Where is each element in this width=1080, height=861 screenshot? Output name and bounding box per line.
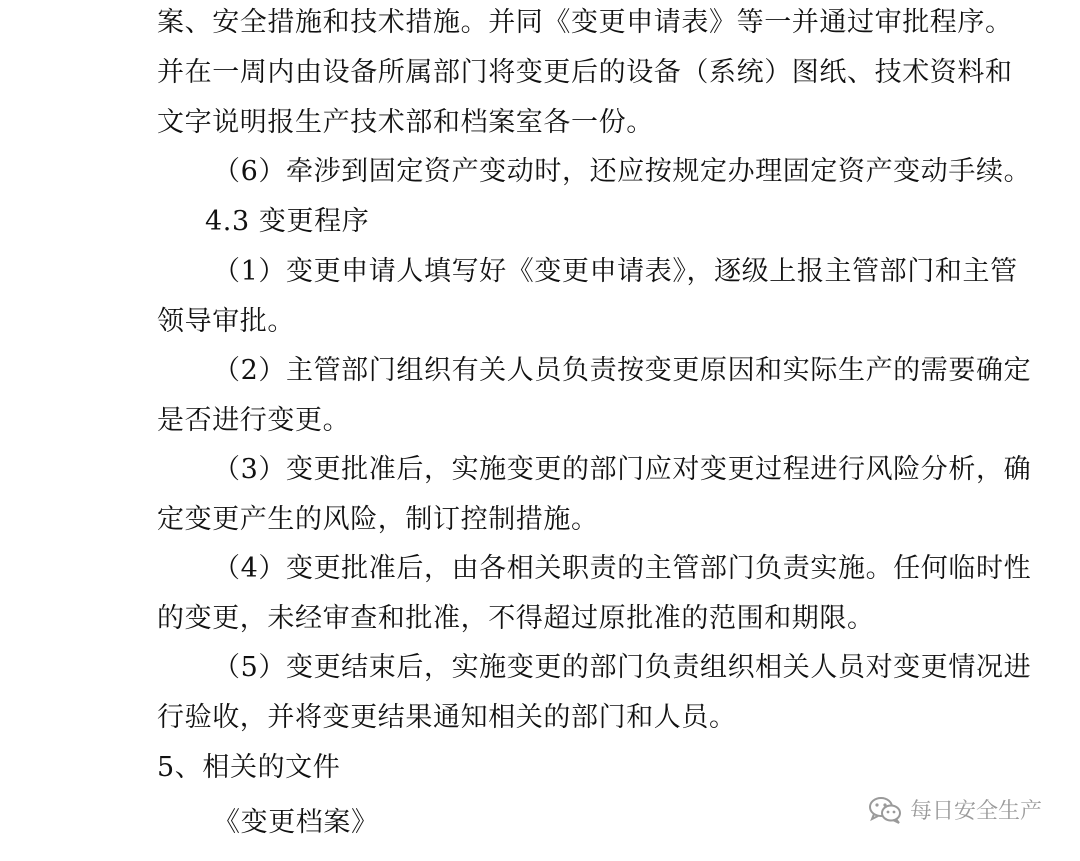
list-item-6: （6）牵涉到固定资产变动时，还应按规定办理固定资产变动手续。 xyxy=(213,156,1032,187)
wechat-icon xyxy=(868,796,902,824)
watermark-text: 每日安全生产 xyxy=(909,799,1042,824)
watermark xyxy=(868,794,1042,825)
paragraph-line: 领导审批。 xyxy=(157,306,295,337)
list-item-5: （5）变更结束后，实施变更的部门负责组织相关人员对变更情况进 xyxy=(213,652,1032,683)
section-heading-5: 5、相关的文件 xyxy=(157,752,341,783)
paragraph-line: 文字说明报生产技术部和档案室各一份。 xyxy=(157,107,654,138)
paragraph-line: 的变更，未经审查和批准，不得超过原批准的范围和期限。 xyxy=(157,603,875,634)
list-item-2: （2）主管部门组织有关人员负责按变更原因和实际生产的需要确定 xyxy=(213,355,1032,386)
section-heading-4-3: 4.3 变更程序 xyxy=(205,206,370,237)
list-item-4: （4）变更批准后，由各相关职责的主管部门负责实施。任何临时性 xyxy=(213,553,1032,584)
paragraph-line: 定变更产生的风险，制订控制措施。 xyxy=(157,504,599,535)
paragraph-line: 案、安全措施和技术措施。并同《变更申请表》等一并通过审批程序。 xyxy=(157,7,1013,38)
list-item-3: （3）变更批准后，实施变更的部门应对变更过程进行风险分析，确 xyxy=(213,454,1032,485)
document-reference: 《变更档案》 xyxy=(213,807,379,838)
list-item-1: （1）变更申请人填写好《变更申请表》，逐级上报主管部门和主管 xyxy=(213,256,1018,287)
paragraph-line: 是否进行变更。 xyxy=(157,405,351,436)
paragraph-line: 行验收，并将变更结果通知相关的部门和人员。 xyxy=(157,702,737,733)
paragraph-line: 并在一周内由设备所属部门将变更后的设备（系统）图纸、技术资料和 xyxy=(157,57,1013,88)
